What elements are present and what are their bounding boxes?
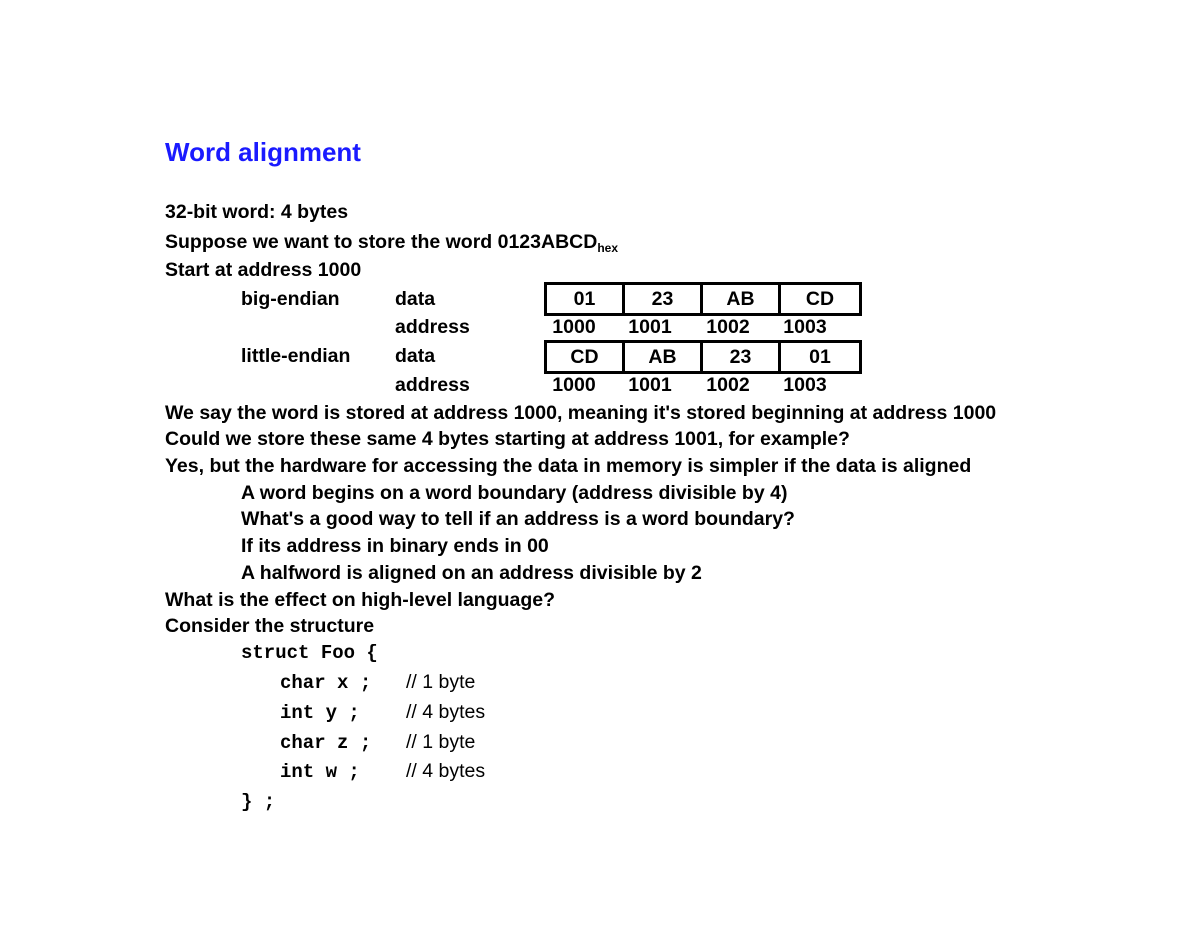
big-endian-byte-cell: CD bbox=[805, 287, 835, 310]
body-paragraph: Consider the structure bbox=[165, 615, 375, 637]
indented-point: What's a good way to tell if an address is a word boundary? bbox=[241, 508, 795, 530]
little-endian-byte-cell: CD bbox=[547, 343, 625, 371]
big-endian-address: 1002 bbox=[706, 316, 750, 338]
body-paragraph: What is the effect on high-level language? bbox=[165, 589, 556, 611]
body-paragraph: Could we store these same 4 bytes starting at address 1001, for example? bbox=[165, 428, 850, 450]
code-struct-open: struct Foo { bbox=[241, 642, 378, 664]
code-comment: // 1 byte bbox=[406, 671, 476, 693]
little-endian-byte-row bbox=[544, 340, 862, 374]
indented-point: A word begins on a word boundary (address divisible by 4) bbox=[241, 482, 788, 504]
little-endian-byte-cell: 23 bbox=[703, 343, 781, 371]
little-endian-data-label: data bbox=[395, 345, 436, 367]
code-comment: // 4 bytes bbox=[406, 701, 486, 723]
big-endian-address: 1000 bbox=[552, 316, 596, 338]
indented-point: If its address in binary ends in 00 bbox=[241, 535, 549, 557]
intro-line-2-text: Suppose we want to store the word 0123ABCD bbox=[165, 231, 598, 253]
code-line: int w ; bbox=[280, 761, 360, 783]
little-endian-label: little-endian bbox=[241, 345, 351, 367]
big-endian-label: big-endian bbox=[241, 288, 340, 310]
page-title: Word alignment bbox=[165, 137, 361, 167]
code-comment: // 1 byte bbox=[406, 731, 476, 753]
code-comment: // 4 bytes bbox=[406, 760, 486, 782]
big-endian-byte-cell: AB bbox=[703, 285, 781, 313]
little-endian-address: 1003 bbox=[783, 374, 827, 396]
big-endian-address: 1001 bbox=[628, 316, 672, 338]
hex-subscript: hex bbox=[597, 241, 619, 255]
body-paragraph: Yes, but the hardware for accessing the data in memory is simpler if the data is aligned bbox=[165, 455, 972, 477]
big-endian-address: 1003 bbox=[783, 316, 827, 338]
big-endian-byte-cell: 23 bbox=[625, 285, 703, 313]
little-endian-byte-cell: AB bbox=[625, 343, 703, 371]
little-endian-byte-cell: 01 bbox=[809, 345, 831, 368]
body-paragraph: We say the word is stored at address 1000, meaning it's stored beginning at address 1000 bbox=[165, 402, 997, 424]
little-endian-address: 1002 bbox=[706, 374, 750, 396]
little-endian-address-label: address bbox=[395, 374, 470, 396]
indented-point: A halfword is aligned on an address divisible by 2 bbox=[241, 562, 702, 584]
code-struct-close: } ; bbox=[241, 791, 276, 813]
little-endian-address: 1000 bbox=[552, 374, 596, 396]
code-line: char x ; bbox=[280, 672, 372, 694]
code-line: int y ; bbox=[280, 702, 360, 724]
big-endian-address-label: address bbox=[395, 316, 470, 338]
big-endian-byte-row bbox=[544, 282, 862, 316]
code-line: char z ; bbox=[280, 732, 372, 754]
intro-line-3: Start at address 1000 bbox=[165, 259, 362, 281]
intro-line-1: 32-bit word: 4 bytes bbox=[165, 201, 349, 223]
big-endian-data-label: data bbox=[395, 288, 436, 310]
big-endian-byte-cell: 01 bbox=[547, 285, 625, 313]
intro-line-2 bbox=[165, 230, 618, 260]
little-endian-address: 1001 bbox=[628, 374, 672, 396]
